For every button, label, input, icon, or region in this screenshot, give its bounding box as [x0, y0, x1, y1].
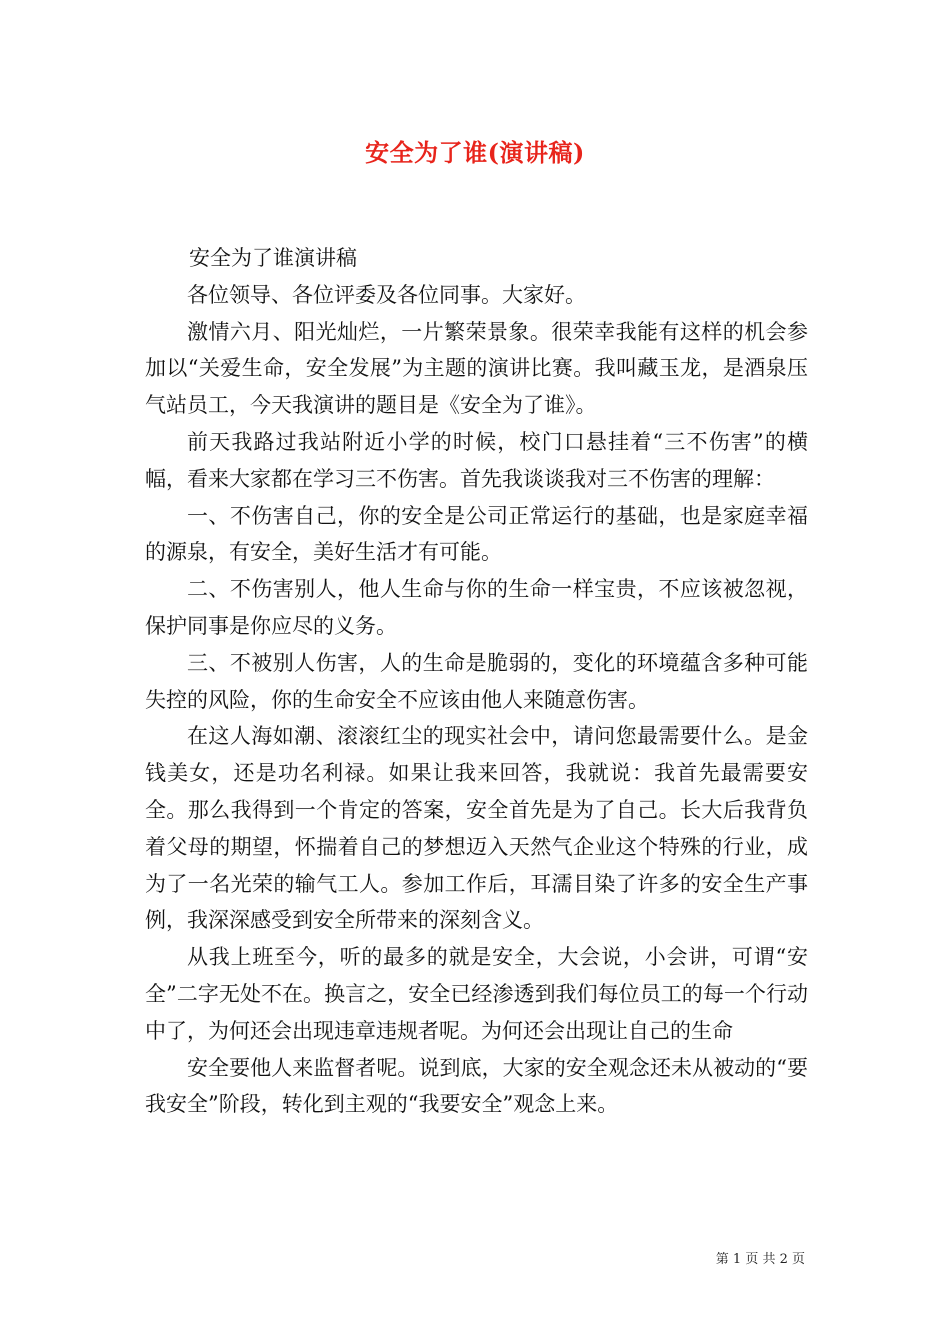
paragraph: 各位领导、各位评委及各位同事。大家好。 [187, 282, 586, 307]
document-body [145, 240, 808, 1123]
paragraph: 二、不伤害别人，他人生命与你的生命一样宝贵，不应该被忽视，保护同事是你应尽的义务。 [145, 577, 808, 638]
paragraph: 一、不伤害自己，你的安全是公司正常运行的基础，也是家庭幸福的源泉，有安全，美好生活才有可能。 [145, 503, 808, 565]
page-number-footer: 第 1 页 共 2 页 [715, 1252, 805, 1267]
paragraph: 在这人海如潮、滚滚红尘的现实社会中，请问您最需要什么。是金钱美女，还是功名利禄。如果让我来回答，我就说：我首先最需要安全。那么我得到一个肯定的答案，安全首先是为了自己。长大后我背负着父母的期望，怀揣着自己的梦想迈入天然气企业这个特殊的行业，成为了一名光荣的输气工人。参加工作后，耳濡目染了许多的安全生产事例，我深深感受到安全所带来的深刻含义。 [145, 724, 808, 933]
document-title: 安全为了谁(演讲稿) [365, 138, 585, 167]
paragraph: 安全为了谁演讲稿 [189, 246, 357, 270]
paragraph: 前天我路过我站附近小学的时候，校门口悬挂着“三不伤害”的横幅，看来大家都在学习三不伤害。首先我谈谈我对三不伤害的理解： [145, 429, 808, 491]
paragraph: 从我上班至今，听的最多的就是安全，大会说，小会讲，可谓“安全”二字无处不在。换言之，安全已经渗透到我们每位员工的每一个行动中了，为何还会出现违章违规者呢。为何还会出现让自己的生命 [145, 945, 808, 1043]
paragraph: 三、不被别人伤害，人的生命是脆弱的，变化的环境蕴含多种可能失控的风险，你的生命安全不应该由他人来随意伤害。 [145, 650, 808, 712]
paragraph: 激情六月、阳光灿烂，一片繁荣景象。很荣幸我能有这样的机会参加以“关爱生命，安全发展”为主题的演讲比赛。我叫藏玉龙，是酒泉压气站员工，今天我演讲的题目是《安全为了谁》。 [145, 319, 808, 418]
paragraph: 安全要他人来监督者呢。说到底，大家的安全观念还未从被动的“要我安全”阶段，转化到主观的“我要安全”观念上来。 [145, 1055, 808, 1117]
